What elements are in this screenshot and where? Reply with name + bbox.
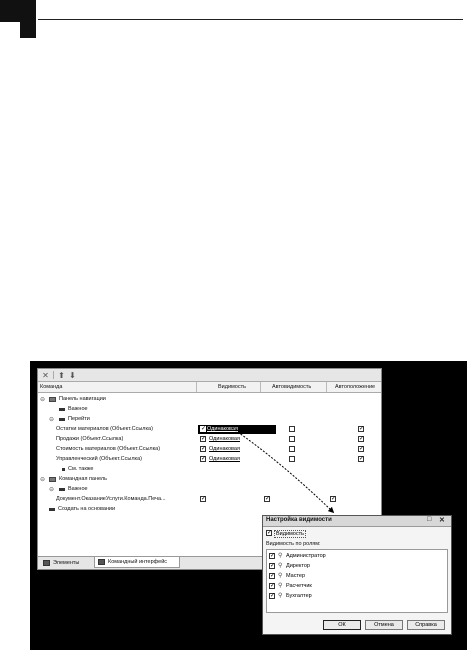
role-icon: ⚲	[278, 593, 283, 599]
collapse-toggle-icon[interactable]: ⊖	[49, 417, 55, 423]
auto-position-checkbox[interactable]: ✓	[359, 426, 365, 432]
page-corner-marker	[0, 0, 36, 22]
column-header-auto-visibility[interactable]: Автовидимость	[272, 384, 312, 390]
close-icon[interactable]: ✕	[42, 370, 49, 380]
role-checkbox[interactable]: ✓	[270, 583, 276, 589]
roles-label: Видимость по ролям:	[266, 541, 321, 547]
visibility-link[interactable]: Одинаковая	[209, 456, 240, 462]
command-name: Стоимость материалов (Объект.Ссылка)	[56, 446, 161, 452]
tree-label: Панель навигации	[59, 396, 106, 402]
role-label: Расчетчик	[286, 583, 312, 589]
visibility-checkbox[interactable]: ✓	[201, 456, 207, 462]
close-icon[interactable]: ✕	[439, 517, 445, 524]
role-icon: ⚲	[278, 573, 283, 579]
role-item[interactable]	[269, 592, 439, 601]
tree-label: Важное	[68, 406, 88, 412]
visibility-link[interactable]: Одинаковая	[209, 446, 240, 452]
auto-position-checkbox[interactable]: ✓	[359, 446, 365, 452]
role-checkbox[interactable]: ✓	[270, 573, 276, 579]
ok-button[interactable]: ОК	[323, 620, 361, 630]
auto-position-checkbox[interactable]: ✓	[359, 456, 365, 462]
screenshot-figure	[30, 361, 467, 650]
role-checkbox[interactable]: ✓	[270, 563, 276, 569]
role-label: Мастер	[286, 573, 306, 579]
command-name: Продажи (Объект.Ссылка)	[56, 436, 124, 442]
role-checkbox[interactable]: ✓	[270, 553, 276, 559]
role-label: Бухгалтер	[286, 593, 312, 599]
column-header-auto-position[interactable]: Автоположение	[335, 384, 376, 390]
visibility-checkbox[interactable]: ✓	[201, 446, 207, 452]
role-label: Директор	[286, 563, 310, 569]
cancel-button[interactable]: Отмена	[365, 620, 403, 630]
page-header-rule	[38, 19, 463, 20]
column-header-command[interactable]: Команда	[40, 384, 63, 390]
role-icon: ⚲	[278, 563, 283, 569]
role-checkbox[interactable]: ✓	[270, 593, 276, 599]
help-button[interactable]: Справка	[407, 620, 445, 630]
visibility-checkbox[interactable]: ✓	[201, 426, 207, 432]
tab-label: Командный интерфейс	[108, 559, 168, 565]
arrow-up-icon[interactable]: ⬆	[58, 370, 65, 380]
command-name: Остатки материалов (Объект.Ссылка)	[56, 426, 153, 432]
roles-list	[266, 549, 448, 613]
role-label: Администратор	[286, 553, 326, 559]
callout-arrow-line	[232, 428, 332, 511]
auto-position-checkbox[interactable]: ✓	[331, 496, 337, 502]
visibility-link[interactable]: Одинаковая	[209, 436, 240, 442]
role-item[interactable]	[269, 572, 439, 581]
dialog-title: Настройка видимости	[266, 517, 332, 523]
restore-icon[interactable]: □	[427, 516, 432, 523]
collapse-toggle-icon[interactable]: ⊖	[40, 477, 46, 483]
auto-visibility-checkbox[interactable]: ✓	[265, 496, 271, 502]
role-item[interactable]	[269, 582, 439, 591]
visibility-checkbox[interactable]: ✓	[267, 530, 273, 536]
role-icon: ⚲	[278, 553, 283, 559]
command-name: Управленческий (Объект.Ссылка)	[56, 456, 142, 462]
dialog-titlebar	[263, 516, 451, 527]
tree-label: Создать на основании	[58, 506, 116, 512]
visibility-checkbox[interactable]: ✓	[201, 436, 207, 442]
auto-position-checkbox[interactable]: ✓	[359, 436, 365, 442]
role-item[interactable]	[269, 552, 439, 561]
arrow-down-icon[interactable]: ⬇	[69, 370, 76, 380]
command-name: Документ.ОказаниеУслуги.Команда.Печа...	[56, 496, 166, 502]
collapse-toggle-icon[interactable]: ⊖	[49, 487, 55, 493]
role-item[interactable]	[269, 562, 439, 571]
tree-label: Перейти	[68, 416, 90, 422]
collapse-toggle-icon[interactable]: ⊖	[40, 397, 46, 403]
tree-label: Командная панель	[59, 476, 107, 482]
visibility-checkbox-label: Видимость	[276, 531, 304, 537]
visibility-checkbox[interactable]: ✓	[201, 496, 207, 502]
visibility-settings-dialog	[262, 515, 452, 635]
page-corner-marker-lower	[20, 22, 36, 38]
column-header-visibility[interactable]: Видимость	[218, 384, 246, 390]
role-icon: ⚲	[278, 583, 283, 589]
tree-label: Важное	[68, 486, 88, 492]
tree-label: См. также	[68, 466, 94, 472]
visibility-link[interactable]: Одинаковая	[207, 426, 238, 432]
tab-label: Элементы	[53, 559, 80, 566]
